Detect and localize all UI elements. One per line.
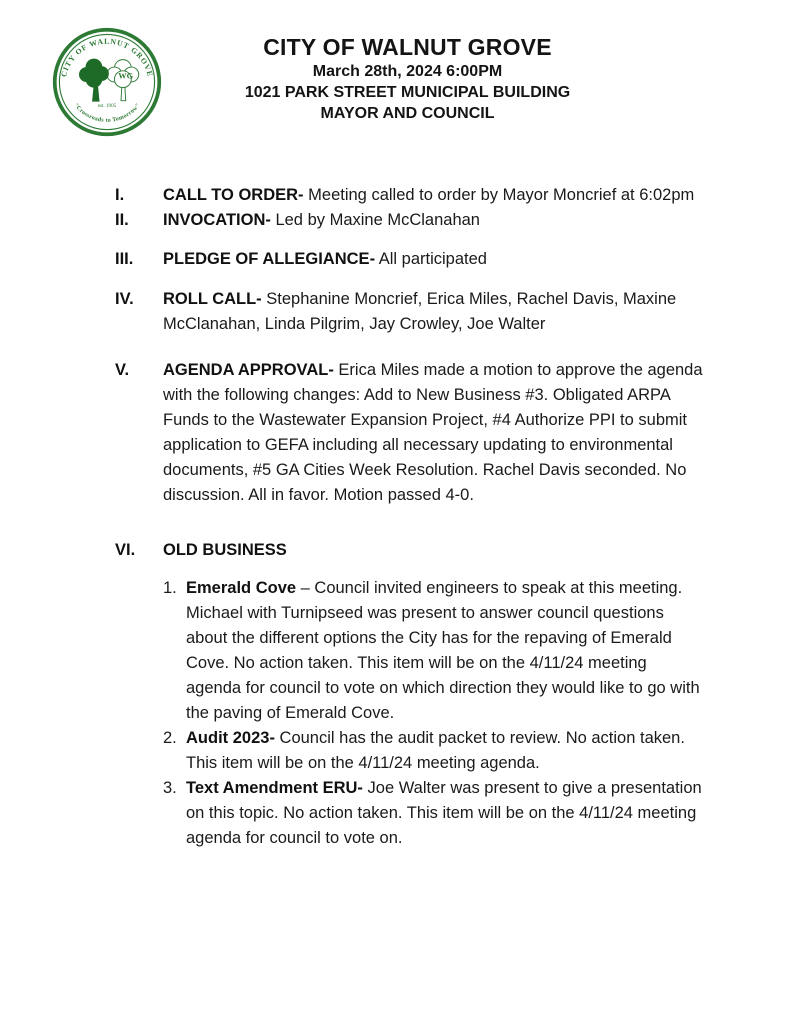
agenda-item-roll-call	[115, 287, 791, 337]
agenda-heading: INVOCATION-	[163, 211, 271, 229]
agenda-content	[163, 247, 705, 272]
old-business-heading: Audit 2023-	[186, 729, 275, 747]
agenda-heading: PLEDGE OF ALLEGIANCE-	[163, 250, 376, 268]
old-business-text: Joe Walter was present to give a presentation on this topic. No action taken. This item will be on the 4/11/24 meeting agenda for council to vote on.	[186, 779, 702, 847]
old-business-list	[163, 576, 791, 851]
agenda-heading: OLD BUSINESS	[163, 541, 287, 559]
old-business-content	[186, 776, 706, 851]
seal-arc-bottom-text: "Crossroads to Tomorrow"	[72, 102, 142, 124]
agenda-item-old-business	[115, 538, 791, 563]
agenda-text: Stephanine Moncrief, Erica Miles, Rachel Davis, Maxine McClanahan, Linda Pilgrim, Jay Crowley, Joe Walter	[163, 290, 677, 333]
seal-monogram: WG	[118, 71, 134, 81]
old-business-content	[186, 726, 706, 776]
old-business-content	[186, 576, 706, 726]
old-business-item-emerald-cove	[163, 576, 791, 726]
meeting-datetime: March 28th, 2024 6:00PM	[312, 63, 503, 80]
minutes-body	[0, 183, 791, 851]
city-seal-logo	[48, 26, 166, 138]
agenda-text: Erica Miles made a motion to approve the agenda with the following changes: Add to New Business #3. Obligated ARPA Funds to the Wastewater Expansion Project, #4 Authorize PPI to submit application to GEFA including all necessary updating to environmental documents, #5 GA Cities Week Resolution. Rachel Davis seconded. No discussion. All in favor. Motion passed 4-0.	[163, 361, 703, 504]
agenda-numeral: I.	[115, 186, 125, 204]
meeting-body-name: MAYOR AND COUNCIL	[320, 105, 495, 122]
old-business-item-text-amendment-eru	[163, 776, 791, 851]
agenda-text: All participated	[378, 250, 487, 268]
agenda-heading: ROLL CALL-	[163, 290, 262, 308]
agenda-list	[115, 183, 791, 563]
agenda-numeral: IV.	[115, 290, 134, 308]
agenda-numeral: V.	[115, 361, 130, 379]
list-number: 2.	[163, 729, 177, 747]
old-business-heading: Text Amendment ERU-	[186, 779, 363, 797]
agenda-heading: AGENDA APPROVAL-	[163, 361, 334, 379]
seal-established-text: est. 1905	[97, 103, 117, 110]
agenda-numeral: III.	[115, 250, 134, 268]
agenda-text: Meeting called to order by Mayor Moncrief at 6:02pm	[308, 186, 695, 204]
meeting-address: 1021 PARK STREET MUNICIPAL BUILDING	[244, 84, 571, 101]
agenda-content	[163, 538, 705, 563]
list-number: 3.	[163, 779, 177, 797]
agenda-numeral: II.	[115, 211, 129, 229]
old-business-heading: Emerald Cove	[186, 579, 297, 597]
page-title: CITY OF WALNUT GROVE	[263, 34, 552, 60]
agenda-content	[163, 358, 705, 508]
agenda-item-call-to-order	[115, 183, 791, 208]
agenda-text: Led by Maxine McClanahan	[275, 211, 480, 229]
agenda-item-pledge	[115, 247, 791, 272]
agenda-content	[163, 208, 705, 233]
agenda-content	[163, 287, 705, 337]
agenda-item-invocation	[115, 208, 791, 233]
list-number: 1.	[163, 579, 177, 597]
agenda-heading: CALL TO ORDER-	[163, 186, 304, 204]
seal-arc-top-text: CITY OF WALNUT GROVE	[58, 36, 156, 78]
agenda-content	[163, 183, 705, 208]
old-business-text: Council has the audit packet to review. No action taken. This item will be on the 4/11/24 meeting agenda.	[186, 729, 685, 772]
agenda-item-agenda-approval	[115, 358, 791, 508]
old-business-item-audit-2023	[163, 726, 791, 776]
document-header	[0, 0, 791, 124]
old-business-text: – Council invited engineers to speak at this meeting. Michael with Turnipseed was present to answer council questions about the different options the City has for the repaving of Emerald Cove. No action taken. This item will be on the 4/11/24 meeting agenda for council to vote on which direction they would like to go with the paving of Emerald Cove.	[186, 579, 700, 722]
agenda-numeral: VI.	[115, 541, 136, 559]
